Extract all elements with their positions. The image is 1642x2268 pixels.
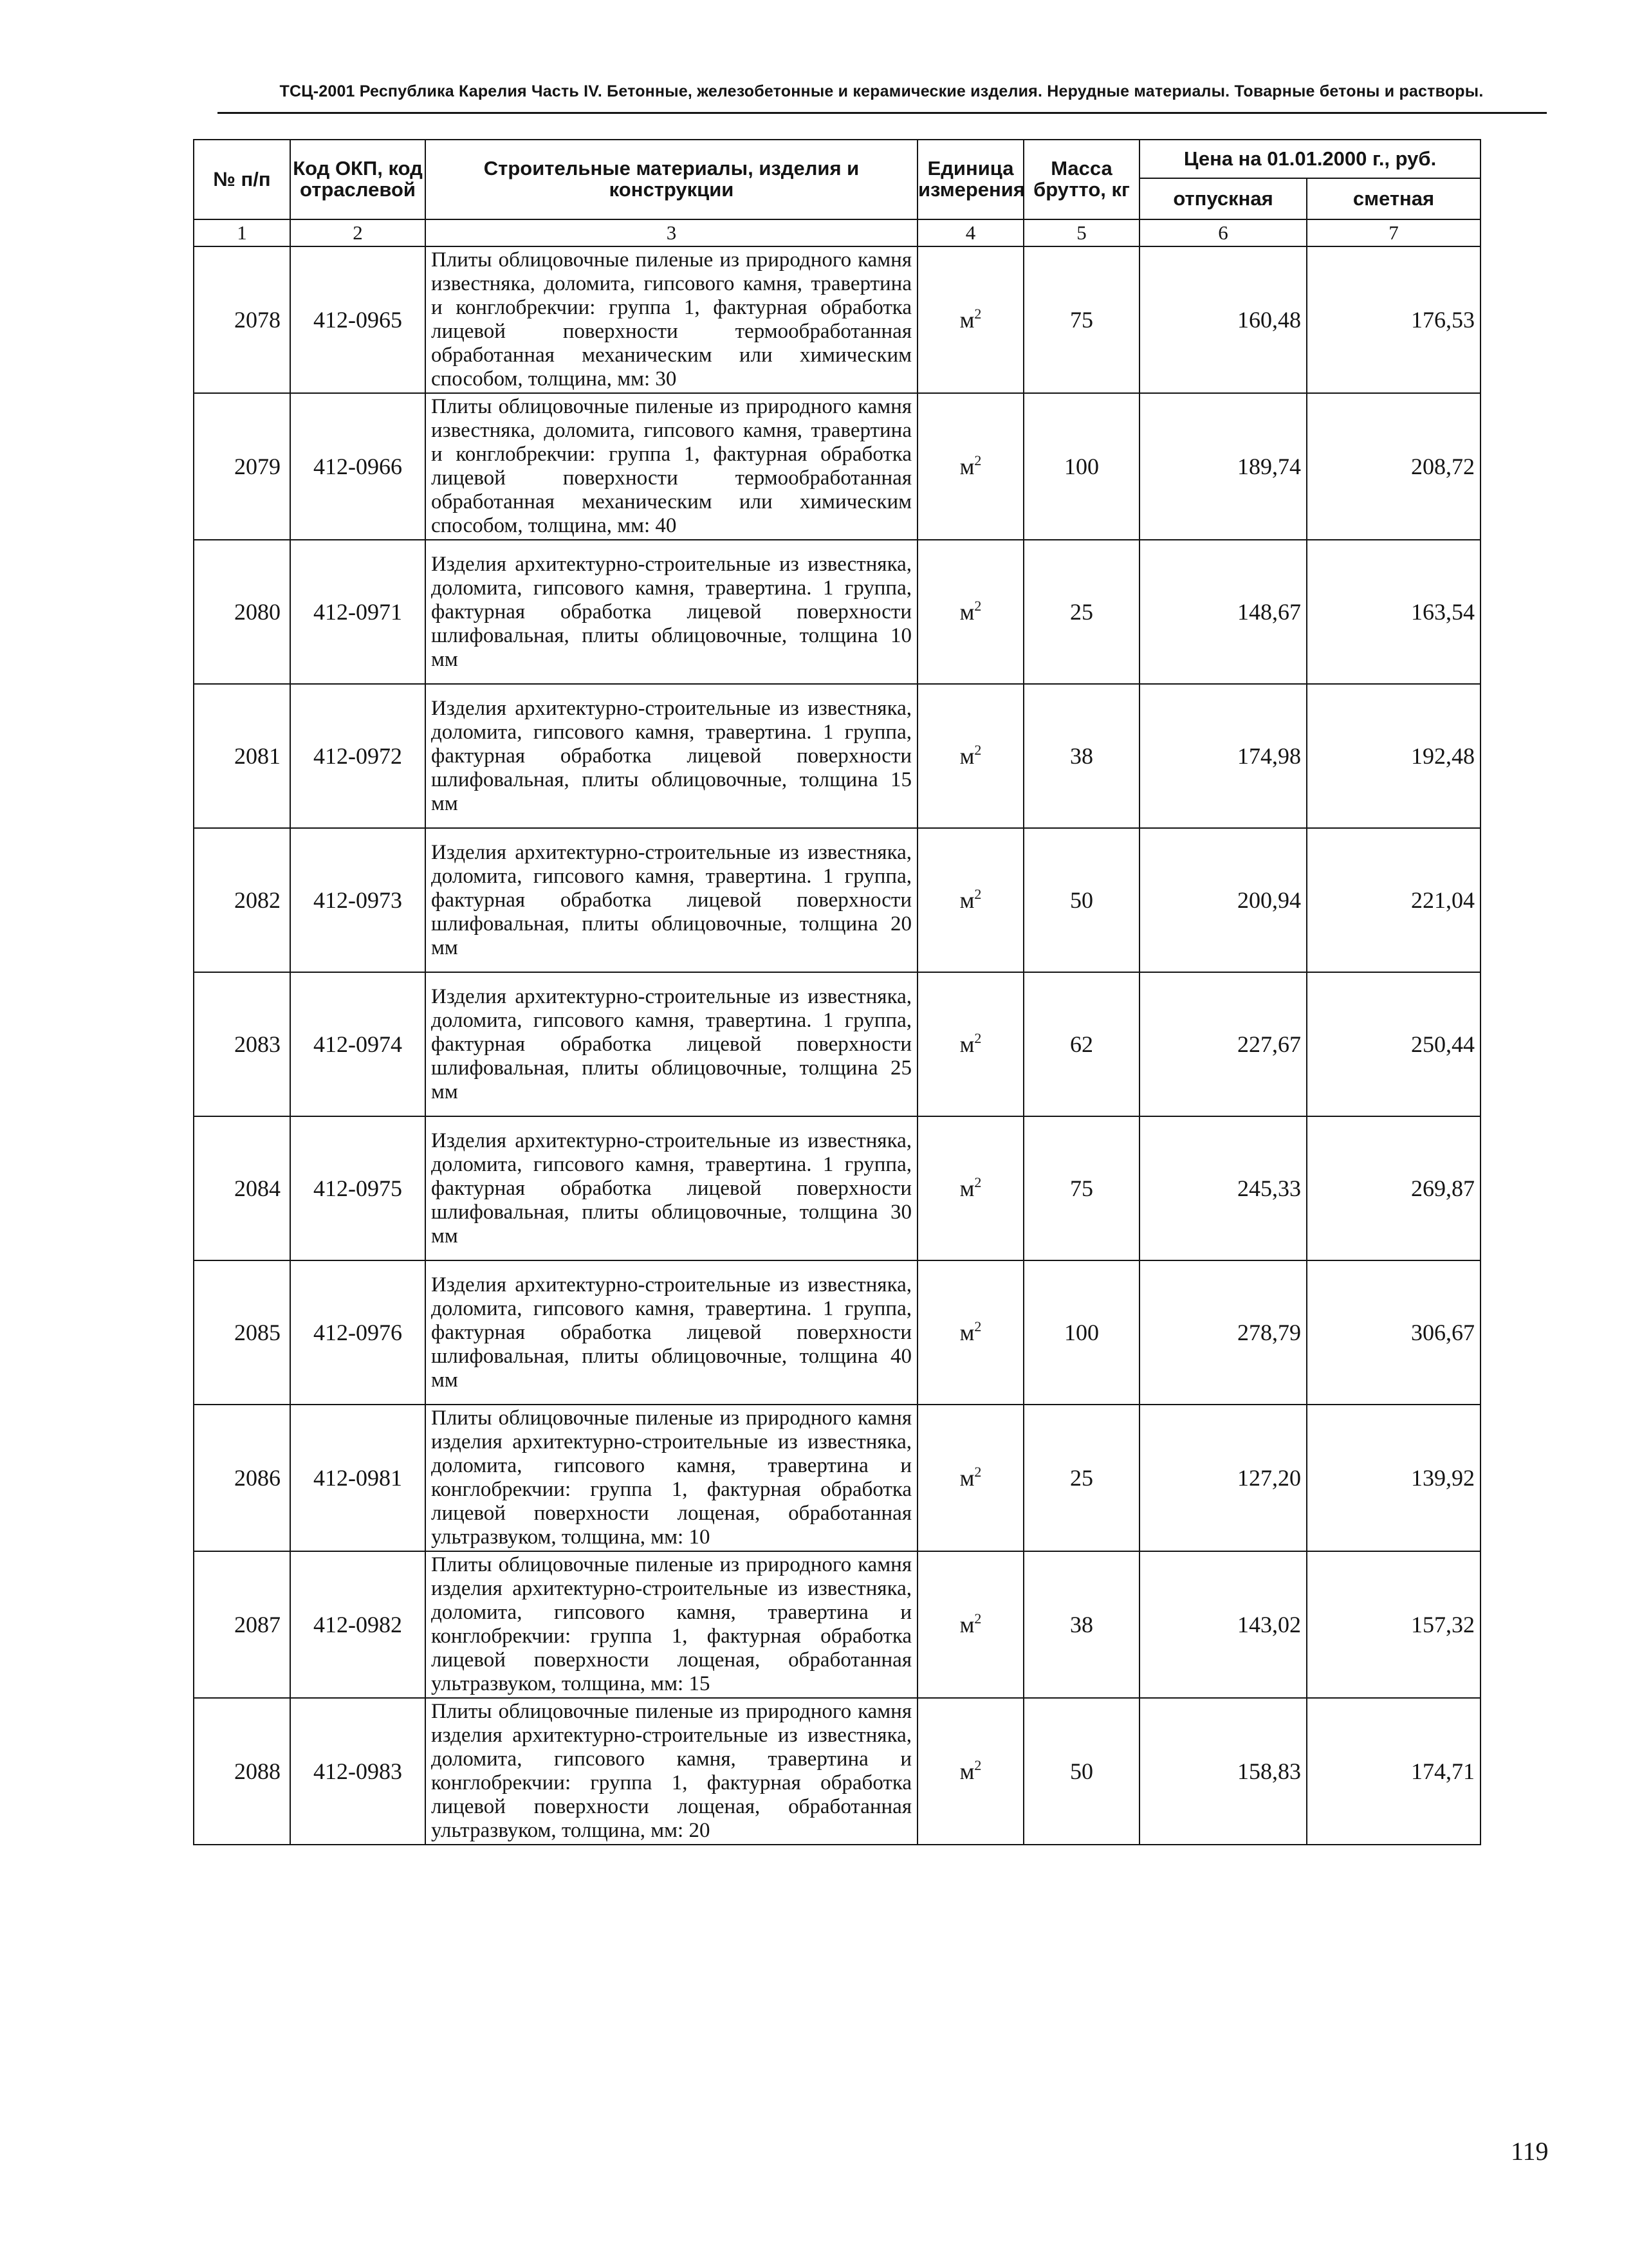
row-code: 412-0972 <box>290 684 425 828</box>
row-description: Плиты облицовочные пиленые из природного камня изделия архитектурно-строительные из известняка, доломита, гипсового камня, травертина и конглобрекчии: группа 1, фактурная обработка лицевой поверхности лощеная, обработанная ультразвуком, толщина, мм: 20 <box>425 1698 918 1845</box>
unit-base: м <box>959 1612 975 1637</box>
row-price-release: 227,67 <box>1139 972 1307 1116</box>
row-code: 412-0975 <box>290 1116 425 1260</box>
row-number: 2081 <box>194 684 290 828</box>
unit-base: м <box>959 454 975 479</box>
table-row <box>194 972 1481 1116</box>
row-unit <box>918 972 1024 1116</box>
row-description: Изделия архитектурно-строительные из известняка, доломита, гипсового камня, травертина. 1 группа, фактурная обработка лицевой поверхности шлифовальная, плиты облицовочные, толщина 10 мм <box>425 540 918 684</box>
page-header-title: ТСЦ-2001 Республика Карелия Часть IV. Бетонные, железобетонные и керамические изделия. Нерудные материалы. Товарные бетоны и растворы. <box>279 82 1484 100</box>
row-description: Изделия архитектурно-строительные из известняка, доломита, гипсового камня, травертина. 1 группа, фактурная обработка лицевой поверхности шлифовальная, плиты облицовочные, толщина 15 мм <box>425 684 918 828</box>
column-number: 3 <box>425 219 918 246</box>
row-price-release: 189,74 <box>1139 393 1307 540</box>
row-price-estimate: 221,04 <box>1307 828 1481 972</box>
row-description: Плиты облицовочные пиленые из природного камня изделия архитектурно-строительные из известняка, доломита, гипсового камня, травертина и конглобрекчии: группа 1, фактурная обработка лицевой поверхности лощеная, обработанная ультразвуком, толщина, мм: 15 <box>425 1551 918 1698</box>
unit-exponent: 2 <box>974 1464 982 1480</box>
column-number: 4 <box>918 219 1024 246</box>
row-code: 412-0965 <box>290 246 425 393</box>
page-number: 119 <box>1511 2137 1549 2166</box>
row-unit <box>918 1405 1024 1551</box>
unit-exponent: 2 <box>974 306 982 322</box>
row-unit <box>918 540 1024 684</box>
row-price-release: 174,98 <box>1139 684 1307 828</box>
col-header-unit: Единица измерения <box>918 140 1024 219</box>
row-number: 2083 <box>194 972 290 1116</box>
row-code: 412-0966 <box>290 393 425 540</box>
row-code: 412-0982 <box>290 1551 425 1698</box>
column-number: 6 <box>1139 219 1307 246</box>
unit-base: м <box>959 1465 975 1491</box>
row-price-release: 278,79 <box>1139 1260 1307 1405</box>
row-unit <box>918 828 1024 972</box>
row-unit <box>918 1260 1024 1405</box>
row-description: Изделия архитектурно-строительные из известняка, доломита, гипсового камня, травертина. 1 группа, фактурная обработка лицевой поверхности шлифовальная, плиты облицовочные, толщина 20 мм <box>425 828 918 972</box>
table-row <box>194 246 1481 393</box>
row-unit <box>918 393 1024 540</box>
row-number: 2088 <box>194 1698 290 1845</box>
row-number: 2087 <box>194 1551 290 1698</box>
column-number: 2 <box>290 219 425 246</box>
table-row <box>194 393 1481 540</box>
row-mass: 50 <box>1024 828 1139 972</box>
column-number: 7 <box>1307 219 1481 246</box>
table-row <box>194 1405 1481 1551</box>
row-price-estimate: 208,72 <box>1307 393 1481 540</box>
row-price-estimate: 269,87 <box>1307 1116 1481 1260</box>
col-header-mass: Масса брутто, кг <box>1024 140 1139 219</box>
table-row <box>194 828 1481 972</box>
unit-exponent: 2 <box>974 598 982 614</box>
row-price-estimate: 139,92 <box>1307 1405 1481 1551</box>
row-price-estimate: 163,54 <box>1307 540 1481 684</box>
unit-exponent: 2 <box>974 1174 982 1190</box>
col-header-price-group: Цена на 01.01.2000 г., руб. <box>1139 140 1481 178</box>
row-mass: 62 <box>1024 972 1139 1116</box>
row-description: Изделия архитектурно-строительные из известняка, доломита, гипсового камня, травертина. 1 группа, фактурная обработка лицевой поверхности шлифовальная, плиты облицовочные, толщина 30 мм <box>425 1116 918 1260</box>
row-price-estimate: 250,44 <box>1307 972 1481 1116</box>
row-number: 2079 <box>194 393 290 540</box>
price-table <box>193 139 1481 1845</box>
row-price-estimate: 176,53 <box>1307 246 1481 393</box>
row-price-release: 200,94 <box>1139 828 1307 972</box>
row-price-release: 148,67 <box>1139 540 1307 684</box>
row-price-release: 127,20 <box>1139 1405 1307 1551</box>
unit-base: м <box>959 743 975 769</box>
row-mass: 25 <box>1024 540 1139 684</box>
row-price-release: 158,83 <box>1139 1698 1307 1845</box>
row-unit <box>918 1698 1024 1845</box>
row-description: Изделия архитектурно-строительные из известняка, доломита, гипсового камня, травертина. 1 группа, фактурная обработка лицевой поверхности шлифовальная, плиты облицовочные, толщина 25 мм <box>425 972 918 1116</box>
unit-base: м <box>959 1175 975 1201</box>
row-mass: 75 <box>1024 1116 1139 1260</box>
column-number: 5 <box>1024 219 1139 246</box>
row-mass: 100 <box>1024 1260 1139 1405</box>
table-row <box>194 684 1481 828</box>
row-unit <box>918 1551 1024 1698</box>
row-code: 412-0981 <box>290 1405 425 1551</box>
col-header-code: Код ОКП, код отраслевой <box>290 140 425 219</box>
row-description: Плиты облицовочные пиленые из природного камня изделия архитектурно-строительные из известняка, доломита, гипсового камня, травертина и конглобрекчии: группа 1, фактурная обработка лицевой поверхности лощеная, обработанная ультразвуком, толщина, мм: 10 <box>425 1405 918 1551</box>
row-mass: 38 <box>1024 684 1139 828</box>
column-number: 1 <box>194 219 290 246</box>
row-unit <box>918 246 1024 393</box>
row-description: Изделия архитектурно-строительные из известняка, доломита, гипсового камня, травертина. 1 группа, фактурная обработка лицевой поверхности шлифовальная, плиты облицовочные, толщина 40 мм <box>425 1260 918 1405</box>
table-row <box>194 1260 1481 1405</box>
row-unit <box>918 1116 1024 1260</box>
header-rule <box>217 112 1547 114</box>
unit-exponent: 2 <box>974 1757 982 1773</box>
row-price-release: 160,48 <box>1139 246 1307 393</box>
row-description: Плиты облицовочные пиленые из природного камня известняка, доломита, гипсового камня, травертина и конглобрекчии: группа 1, фактурная обработка лицевой поверхности термообработанная обработанная механическим или химическим способом, толщина, мм: 30 <box>425 246 918 393</box>
row-mass: 38 <box>1024 1551 1139 1698</box>
row-number: 2078 <box>194 246 290 393</box>
row-code: 412-0971 <box>290 540 425 684</box>
col-header-price-release: отпускная <box>1139 178 1307 219</box>
table-row <box>194 1116 1481 1260</box>
unit-base: м <box>959 307 975 333</box>
unit-exponent: 2 <box>974 452 982 468</box>
table-row <box>194 540 1481 684</box>
unit-exponent: 2 <box>974 886 982 902</box>
col-header-price-estimate: сметная <box>1307 178 1481 219</box>
row-number: 2085 <box>194 1260 290 1405</box>
unit-base: м <box>959 887 975 913</box>
unit-exponent: 2 <box>974 1610 982 1627</box>
row-number: 2080 <box>194 540 290 684</box>
row-mass: 25 <box>1024 1405 1139 1551</box>
row-code: 412-0973 <box>290 828 425 972</box>
unit-exponent: 2 <box>974 1318 982 1334</box>
row-code: 412-0976 <box>290 1260 425 1405</box>
table-row <box>194 1698 1481 1845</box>
unit-base: м <box>959 1758 975 1784</box>
unit-exponent: 2 <box>974 742 982 758</box>
unit-base: м <box>959 599 975 625</box>
row-price-estimate: 174,71 <box>1307 1698 1481 1845</box>
unit-base: м <box>959 1320 975 1345</box>
unit-exponent: 2 <box>974 1030 982 1046</box>
row-price-release: 143,02 <box>1139 1551 1307 1698</box>
row-number: 2082 <box>194 828 290 972</box>
unit-base: м <box>959 1031 975 1057</box>
row-mass: 50 <box>1024 1698 1139 1845</box>
table-row <box>194 1551 1481 1698</box>
col-header-desc: Строительные материалы, изделия и конструкции <box>425 140 918 219</box>
row-code: 412-0983 <box>290 1698 425 1845</box>
row-number: 2086 <box>194 1405 290 1551</box>
row-number: 2084 <box>194 1116 290 1260</box>
col-header-num: № п/п <box>194 140 290 219</box>
row-price-release: 245,33 <box>1139 1116 1307 1260</box>
row-unit <box>918 684 1024 828</box>
row-description: Плиты облицовочные пиленые из природного камня известняка, доломита, гипсового камня, травертина и конглобрекчии: группа 1, фактурная обработка лицевой поверхности термообработанная обработанная механическим или химическим способом, толщина, мм: 40 <box>425 393 918 540</box>
row-price-estimate: 192,48 <box>1307 684 1481 828</box>
row-price-estimate: 306,67 <box>1307 1260 1481 1405</box>
row-code: 412-0974 <box>290 972 425 1116</box>
row-mass: 100 <box>1024 393 1139 540</box>
row-mass: 75 <box>1024 246 1139 393</box>
row-price-estimate: 157,32 <box>1307 1551 1481 1698</box>
